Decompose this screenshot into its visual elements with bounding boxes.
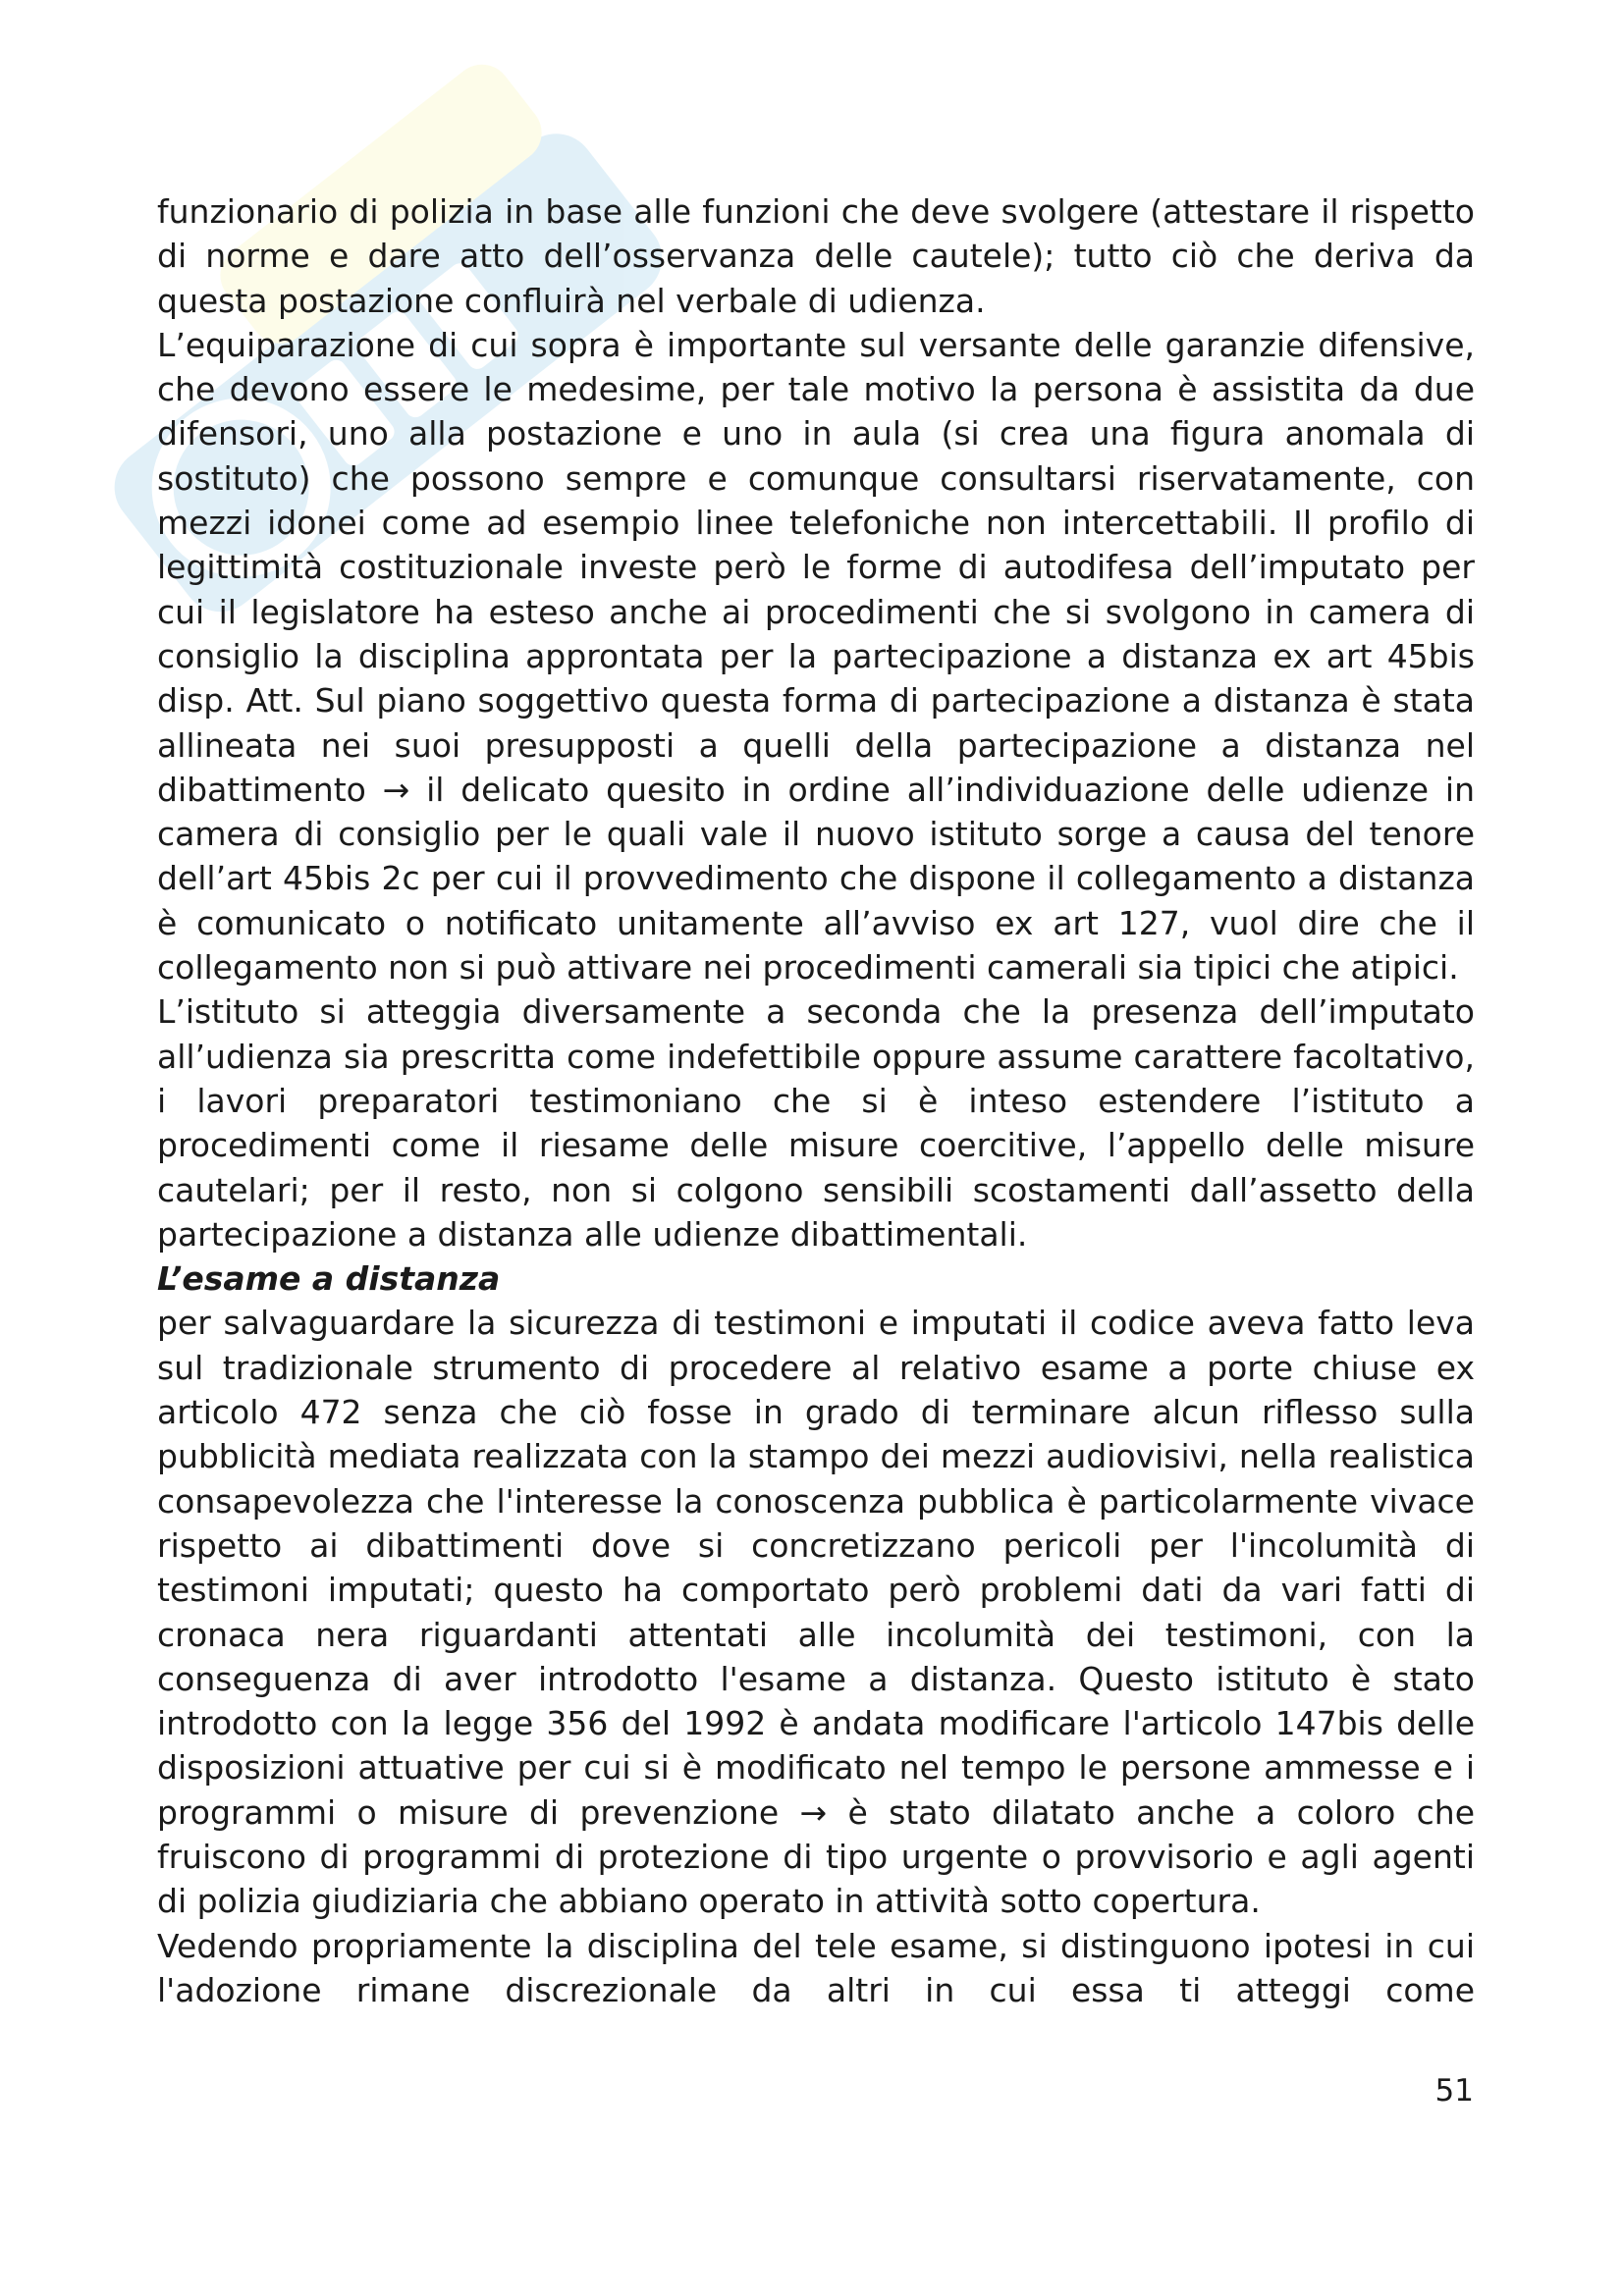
paragraph-3: L’istituto si atteggia diversamente a seconda che la presenza dell’imputato all’udienza sia prescritta come indefettibile oppure assume carattere facoltativo, i lavori preparatori testimoniano che si è inteso estendere l’istituto a procedimenti come il riesame delle misure coercitive, l’appello delle misure cautelari; per il resto, non si colgono sensibili scostamenti dall’assetto della partecipazione a distanza alle udienze dibattimentali. [157,992,1475,1254]
paragraph-1: funzionario di polizia in base alle funzioni che deve svolgere (attestare il rispetto di norme e dare atto dell’osservanza delle cautele); tutto ciò che deriva da questa postazione confluirà nel verbale di udienza. [157,192,1475,320]
paragraph-2: L’equiparazione di cui sopra è importante sul versante delle garanzie difensive, che devono essere le medesime, per tale motivo la persona è assistita da due difensori, uno alla postazione e uno in aula (si crea una figura anomala di sostituto) che possono sempre e comunque consultarsi riservatamente, con mezzi idonei come ad esempio linee telefoniche non intercettabili. Il profilo di legittimità costituzionale investe però le forme di autodifesa dell’imputato per cui il legislatore ha esteso anche ai procedimenti che si svolgono in camera di consiglio la disciplina approntata per la partecipazione a distanza ex art 45bis disp. Att. Sul piano soggettivo questa forma di partecipazione a distanza è stata allineata nei suoi presupposti a quelli della partecipazione a distanza nel dibattimento → il delicato quesito in ordine all’individuazione delle udienze in camera di consiglio per le quali vale il nuovo istituto sorge a causa del tenore dell’art 45bis 2c per cui il provvedimento che dispone il collegamento a distanza è comunicato o notificato unitamente all’avviso ex art 127, vuol dire che il collegamento non si può attivare nei procedimenti camerali sia tipici che atipici. [157,325,1475,988]
document-body [157,189,1475,2012]
section-heading: L’esame a distanza [157,1259,501,1299]
page-number: 51 [1434,2073,1474,2109]
section-paragraph-2: Vedendo propriamente la disciplina del tele esame, si distinguono ipotesi in cui l'adozione rimane discrezionale da altri in cui essa ti atteggi come [157,1926,1475,2009]
section-paragraph-1: per salvaguardare la sicurezza di testimoni e imputati il codice aveva fatto leva sul tradizionale strumento di procedere al relativo esame a porte chiuse ex articolo 472 senza che ciò fosse in grado di terminare alcun riflesso sulla pubblicità mediata realizzata con la stampo dei mezzi audiovisivi, nella realistica consapevolezza che l'interesse la conoscenza pubblica è particolarmente vivace rispetto ai dibattimenti dove si concretizzano pericoli per l'incolumità di testimoni imputati; questo ha comportato però problemi dati da vari fatti di cronaca nera riguardanti attentati alle incolumità dei testimoni, con la conseguenza di aver introdotto l'esame a distanza. Questo istituto è stato introdotto con la legge 356 del 1992 è andata modificare l'articolo 147bis delle disposizioni attuative per cui si è modificato nel tempo le persone ammesse e i programmi o misure di prevenzione → è stato dilatato anche a coloro che fruiscono di programmi di protezione di tipo urgente o provvisorio e agli agenti di polizia giudiziaria che abbiano operato in attività sotto copertura. [157,1304,1475,1921]
